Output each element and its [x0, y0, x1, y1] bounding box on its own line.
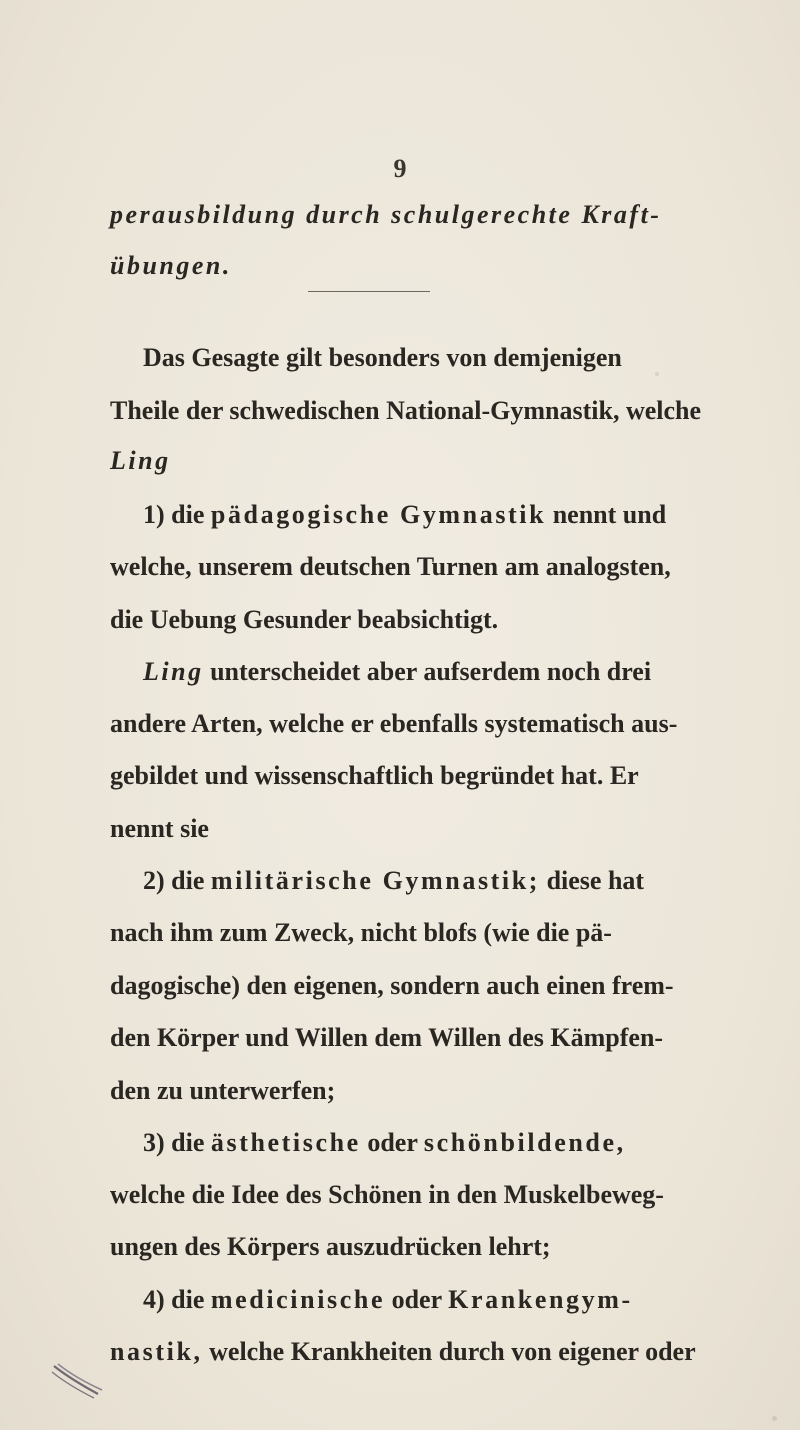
text-segment: welche die Idee des Schönen in den Muskelbeweg-: [110, 1180, 664, 1209]
text-segment: nennt sie: [110, 814, 209, 843]
text-segment: nennt und: [546, 500, 667, 529]
text-line: [110, 1023, 663, 1053]
text-line: [110, 761, 639, 791]
emphasis-text: Ling: [143, 657, 204, 686]
spaced-term: militärische Gymnastik;: [210, 866, 541, 895]
text-line: [143, 500, 666, 530]
emphasis-text: Ling: [110, 446, 171, 475]
text-line: [110, 709, 677, 739]
text-segment: 1) die: [143, 500, 211, 529]
text-line: [110, 251, 232, 281]
text-segment: oder: [360, 1128, 424, 1157]
text-line: [110, 1076, 335, 1106]
text-line: [143, 866, 644, 896]
text-line: [143, 1128, 626, 1158]
text-segment: gebildet und wissenschaftlich begründet hat. Er: [110, 761, 639, 790]
text-segment: oder: [385, 1285, 449, 1314]
text-segment: nach ihm zum Zweck, nicht blofs (wie die pä-: [110, 918, 612, 947]
text-segment: den Körper und Willen dem Willen des Kämpfen-: [110, 1023, 664, 1052]
spaced-term: medicinische: [210, 1285, 386, 1314]
text-line: [143, 343, 622, 373]
text-line: [110, 918, 612, 948]
emphasis-text: übungen.: [110, 251, 232, 280]
spaced-term: pädagogische Gymnastik: [210, 500, 547, 529]
text-segment: diese hat: [540, 866, 645, 895]
text-segment: unterscheidet aber aufserdem noch drei: [203, 657, 652, 686]
emphasis-text: perausbildung durch schulgerechte: [110, 200, 582, 229]
text-segment: 3) die: [143, 1128, 211, 1157]
text-segment: Das Gesagte gilt besonders von demjenigen: [143, 343, 622, 372]
text-line: [110, 200, 661, 230]
text-segment: ungen des Körpers auszudrücken lehrt;: [110, 1232, 551, 1261]
text-line: [143, 657, 651, 687]
text-line: [110, 1180, 664, 1210]
text-line: [110, 1232, 551, 1262]
spaced-term: nastik,: [110, 1337, 203, 1366]
text-line: [110, 814, 209, 844]
page-number: 9: [393, 154, 407, 183]
text-segment: 2) die: [143, 866, 211, 895]
paper-stain: [655, 372, 659, 376]
text-line: [110, 971, 674, 1001]
text-line: [143, 1285, 633, 1315]
text-line: [110, 552, 671, 582]
text-segment: welche Krankheiten durch von eigener oder: [202, 1337, 696, 1366]
text-line: [110, 446, 171, 476]
page-corner-wear-mark: [50, 1360, 112, 1400]
section-divider: [308, 291, 430, 292]
text-segment: 4) die: [143, 1285, 211, 1314]
text-segment: den zu unterwerfen;: [110, 1076, 336, 1105]
spaced-term: schönbildende,: [423, 1128, 626, 1157]
emphasis-text: Kraft-: [581, 200, 662, 229]
text-line: [110, 396, 701, 426]
spaced-term: Krankengym-: [448, 1285, 633, 1314]
spaced-term: ästhetische: [210, 1128, 361, 1157]
paper-stain: [772, 1416, 777, 1421]
text-segment: welche, unserem deutschen Turnen am analogsten,: [110, 552, 671, 581]
text-segment: andere Arten, welche er ebenfalls systematisch aus-: [110, 709, 678, 738]
text-segment: Theile der schwedischen National-Gymnastik, welche: [110, 396, 702, 425]
text-line: [110, 605, 498, 635]
text-segment: dagogische) den eigenen, sondern auch einen frem-: [110, 971, 674, 1000]
text-segment: die Uebung Gesunder beabsichtigt.: [110, 605, 499, 634]
text-line: [110, 1337, 696, 1367]
